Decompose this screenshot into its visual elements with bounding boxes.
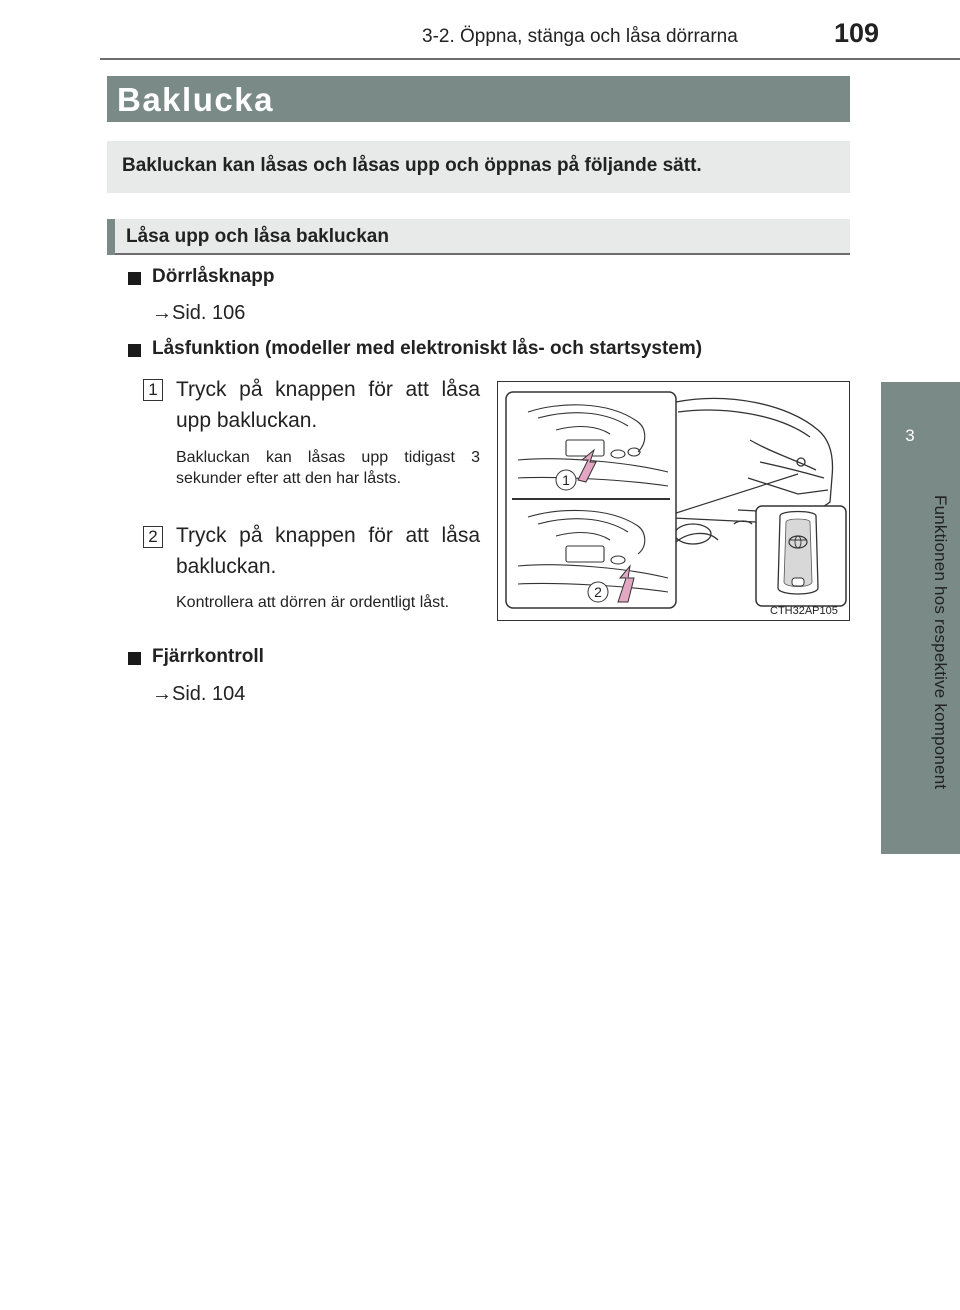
item-heading-remote: Fjärrkontroll bbox=[152, 646, 264, 667]
step-note: Bakluckan kan låsas upp tidigast 3 sekunder efter att den har låsts. bbox=[176, 449, 480, 487]
intro-text: Bakluckan kan låsas och låsas upp och öppnas på följande sätt. bbox=[122, 155, 702, 176]
page-reference bbox=[152, 302, 245, 325]
page-number: 109 bbox=[834, 18, 880, 48]
illustration-back-door bbox=[497, 381, 850, 621]
chapter-number: 3 bbox=[905, 426, 915, 445]
step-number-box: 1 bbox=[143, 379, 163, 401]
step-text: Tryck på knappen för att låsa bakluckan. bbox=[176, 524, 480, 578]
callout-number: 2 bbox=[594, 584, 602, 600]
item-heading-lock-function: Låsfunktion (modeller med elektroniskt lås- och startsystem) bbox=[152, 338, 703, 359]
page-reference-text: Sid. 104 bbox=[172, 683, 246, 705]
page-reference bbox=[152, 683, 245, 706]
leader-line bbox=[673, 518, 756, 522]
page-reference-text: Sid. 106 bbox=[172, 302, 246, 324]
bullet-square-icon bbox=[128, 652, 141, 665]
bullet-square-icon bbox=[128, 272, 141, 285]
arrow-icon: → bbox=[152, 302, 172, 324]
subsection-heading: Låsa upp och låsa bakluckan bbox=[126, 226, 389, 247]
arrow-icon: → bbox=[152, 683, 172, 705]
smart-key-icon bbox=[778, 512, 818, 595]
back-door-illustration bbox=[498, 382, 849, 620]
step-text: Tryck på knappen för att låsa upp bakluckan. bbox=[176, 378, 480, 432]
bullet-square-icon bbox=[128, 344, 141, 357]
section-title: 3-2. Öppna, stänga och låsa dörrarna bbox=[422, 26, 738, 47]
subsection-heading-bar bbox=[107, 219, 115, 255]
header-rule bbox=[100, 58, 960, 60]
step-note: Kontrollera att dörren är ordentligt låst. bbox=[176, 594, 450, 611]
callout-number: 1 bbox=[562, 472, 570, 488]
chapter-title: Funktionen hos respektive komponent bbox=[931, 495, 950, 790]
item-heading-door-lock: Dörrlåsknapp bbox=[152, 266, 275, 287]
page-title: Baklucka bbox=[117, 81, 274, 118]
step-number-box: 2 bbox=[143, 526, 163, 548]
figure-code: CTH32AP105 bbox=[770, 605, 838, 617]
